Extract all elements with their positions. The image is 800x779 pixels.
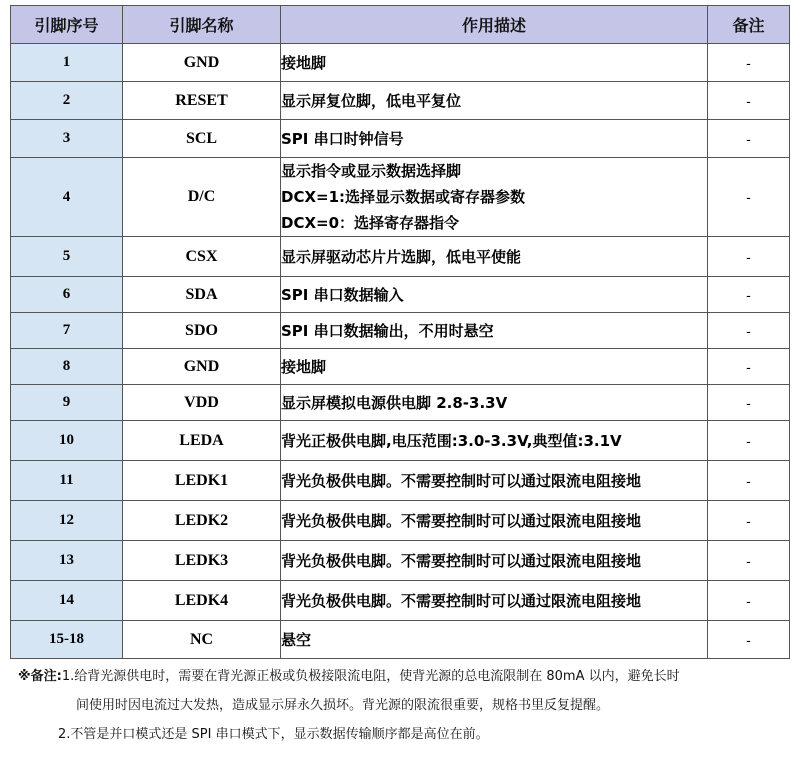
pin-number-cell: 7 <box>11 313 123 349</box>
pin-function-cell <box>281 237 708 277</box>
note-line-1 <box>18 662 788 691</box>
pin-function-cell <box>281 621 708 659</box>
remark-cell: - <box>708 461 790 501</box>
table-row <box>11 44 790 82</box>
pin-table <box>10 5 790 659</box>
table-header-row <box>11 6 790 44</box>
pin-function-cell <box>281 277 708 313</box>
table-row <box>11 277 790 313</box>
remark-cell: - <box>708 120 790 158</box>
table-row <box>11 120 790 158</box>
pin-number-cell: 13 <box>11 541 123 581</box>
function-line: 背光正极供电脚,电压范围:3.0-3.3V,典型值:3.1V <box>281 431 622 450</box>
function-line: DCX=0：选择寄存器指令 <box>281 214 460 232</box>
pin-function-cell <box>281 385 708 421</box>
pin-name-cell: LEDK4 <box>123 581 281 621</box>
pin-number-cell: 9 <box>11 385 123 421</box>
pin-number-cell: 5 <box>11 237 123 277</box>
pin-function-cell <box>281 581 708 621</box>
function-line: 背光负极供电脚。不需要控制时可以通过限流电阻接地 <box>281 471 642 490</box>
remark-cell: - <box>708 44 790 82</box>
pin-number-cell: 12 <box>11 501 123 541</box>
table-row <box>11 313 790 349</box>
function-line: 显示指令或显示数据选择脚 <box>281 162 462 180</box>
function-line: DCX=1:选择显示数据或寄存器参数 <box>281 188 526 206</box>
table-row <box>11 237 790 277</box>
pin-function-cell <box>281 44 708 82</box>
pin-name-cell: LEDA <box>123 421 281 461</box>
table-row <box>11 385 790 421</box>
table-row <box>11 501 790 541</box>
remark-cell: - <box>708 158 790 237</box>
function-line: SPI 串口数据输入 <box>281 285 404 304</box>
pin-name-cell: NC <box>123 621 281 659</box>
pin-function-cell <box>281 421 708 461</box>
header-pin-name: 引脚名称 <box>123 6 281 44</box>
remark-cell: - <box>708 349 790 385</box>
remark-cell: - <box>708 621 790 659</box>
remark-cell: - <box>708 501 790 541</box>
pin-number-cell: 15-18 <box>11 621 123 659</box>
pin-function-cell <box>281 461 708 501</box>
pin-name-cell: D/C <box>123 158 281 237</box>
remark-cell: - <box>708 313 790 349</box>
pin-name-cell: VDD <box>123 385 281 421</box>
notes-section <box>18 662 788 749</box>
table-row <box>11 349 790 385</box>
remark-cell: - <box>708 385 790 421</box>
function-line: 背光负极供电脚。不需要控制时可以通过限流电阻接地 <box>281 591 642 610</box>
table-row <box>11 541 790 581</box>
pin-function-cell <box>281 349 708 385</box>
table-row <box>11 82 790 120</box>
remark-cell: - <box>708 82 790 120</box>
header-pin-no: 引脚序号 <box>11 6 123 44</box>
pin-function-cell <box>281 82 708 120</box>
note-text-1: 1.给背光源供电时，需要在背光源正极或负极接限流电阻，使背光源的总电流限制在 80mA 以内，避免长时 <box>61 669 680 684</box>
function-line: SPI 串口时钟信号 <box>281 129 404 148</box>
function-line: 背光负极供电脚。不需要控制时可以通过限流电阻接地 <box>281 551 642 570</box>
header-remark: 备注 <box>708 6 790 44</box>
remark-cell: - <box>708 541 790 581</box>
table-row <box>11 621 790 659</box>
pin-number-cell: 1 <box>11 44 123 82</box>
pin-name-cell: SCL <box>123 120 281 158</box>
pin-function-cell <box>281 313 708 349</box>
function-line: 背光负极供电脚。不需要控制时可以通过限流电阻接地 <box>281 511 642 530</box>
function-line: 显示屏模拟电源供电脚 2.8-3.3V <box>281 393 508 412</box>
table-row <box>11 461 790 501</box>
pin-name-cell: SDA <box>123 277 281 313</box>
pin-name-cell: LEDK2 <box>123 501 281 541</box>
table-row <box>11 581 790 621</box>
function-line: 接地脚 <box>281 357 327 376</box>
pin-name-cell: GND <box>123 44 281 82</box>
pin-number-cell: 11 <box>11 461 123 501</box>
pin-function-cell <box>281 541 708 581</box>
remark-cell: - <box>708 581 790 621</box>
pin-function-cell <box>281 158 708 237</box>
pin-name-cell: LEDK3 <box>123 541 281 581</box>
pin-function-cell <box>281 120 708 158</box>
pin-name-cell: CSX <box>123 237 281 277</box>
remark-cell: - <box>708 237 790 277</box>
pin-number-cell: 2 <box>11 82 123 120</box>
pin-function-cell <box>281 501 708 541</box>
function-line: 显示屏复位脚，低电平复位 <box>281 91 462 110</box>
notes-label: ※备注: <box>18 669 62 684</box>
note-line-2: 间使用时因电流过大发热，造成显示屏永久损坏。背光源的限流很重要，规格书里反复提醒。 <box>76 698 610 713</box>
pin-name-cell: RESET <box>123 82 281 120</box>
table-row <box>11 158 790 237</box>
header-function: 作用描述 <box>281 6 708 44</box>
remark-cell: - <box>708 277 790 313</box>
function-line: 显示屏驱动芯片片选脚，低电平使能 <box>281 247 522 266</box>
pin-name-cell: LEDK1 <box>123 461 281 501</box>
function-line: 接地脚 <box>281 53 327 72</box>
pin-number-cell: 14 <box>11 581 123 621</box>
table-row <box>11 421 790 461</box>
function-line: SPI 串口数据输出，不用时悬空 <box>281 321 494 340</box>
pin-number-cell: 10 <box>11 421 123 461</box>
pin-number-cell: 8 <box>11 349 123 385</box>
pin-name-cell: GND <box>123 349 281 385</box>
pin-number-cell: 6 <box>11 277 123 313</box>
note-line-3: 2.不管是并口模式还是 SPI 串口模式下，显示数据传输顺序都是高位在前。 <box>58 727 489 742</box>
remark-cell: - <box>708 421 790 461</box>
pin-number-cell: 3 <box>11 120 123 158</box>
function-line: 悬空 <box>281 630 312 649</box>
pin-table-body <box>11 44 790 659</box>
pin-name-cell: SDO <box>123 313 281 349</box>
pin-number-cell: 4 <box>11 158 123 237</box>
